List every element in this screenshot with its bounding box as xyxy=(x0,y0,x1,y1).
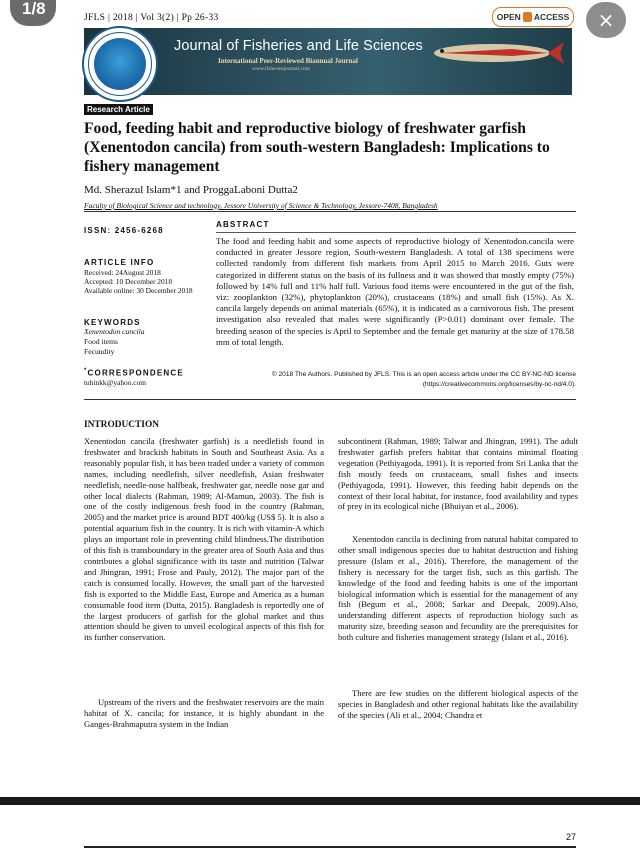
open-access-badge xyxy=(492,7,574,27)
lock-icon xyxy=(523,12,532,22)
journal-logo xyxy=(82,26,158,102)
correspondence-heading: *CORRESPONDENCE xyxy=(84,368,184,378)
open-access-right: ACCESS xyxy=(533,12,570,22)
article-authors: Md. Sherazul Islam*1 and ProggaLaboni Dutta2 xyxy=(84,184,298,196)
intro-col2-p3: There are few studies on the different biological aspects of the species in Bangladesh and other regional habitats like the availability of the species (Ali et al., 2004; Chandra et xyxy=(338,688,578,720)
globe-icon xyxy=(94,38,146,90)
author-affiliation: Faculty of Biological Science and technology, Jessore University of Science & Technology, Jessore-7408, Bangladesh xyxy=(84,201,438,210)
body-paragraph xyxy=(84,697,324,730)
online-date: Available online: 30 December 2018 xyxy=(84,286,193,295)
close-icon: × xyxy=(597,8,615,32)
intro-col1-p2: Upstream of the rivers and the freshwater reservoirs are the main habitat of X. cancila; for instance, it is highly abundant in the Ganges-Brahmaputra system in the Indian xyxy=(84,697,324,729)
journal-url: www.fisheriesjournal.com xyxy=(252,66,310,72)
body-paragraph xyxy=(338,534,578,643)
footer-rule xyxy=(84,846,576,848)
keyword-item: Xenentodon cancila xyxy=(84,327,145,336)
divider xyxy=(84,211,576,212)
divider xyxy=(216,232,576,233)
article-type-badge: Research Article xyxy=(84,104,153,115)
page-number: 27 xyxy=(566,832,577,842)
received-date: Received: 24August 2018 xyxy=(84,268,161,277)
journal-subtitle: International Peer-Reviewed Biannual Journal xyxy=(218,57,358,65)
body-paragraph xyxy=(338,436,578,512)
correspondence-label: CORRESPONDENCE xyxy=(87,368,184,378)
abstract-text: The food and feeding habit and some aspects of reproductive biology of Xenentodon.cancila were conducted in greater Jessore region, South-western Bangladesh. A total of 138 specimens were collected randomly from different fish markets from April 2015 to March 2016. Guts were categorized in different status on the basis of its fullness and it was showed that mostly empty (75%) followed by 14% full and 11% half full. Various food items were encountered in the gut of the fish, viz: zooplankton (32%), phytoplankton (20%), crustaceans (18%) and small fish (15%). As X. cancila largely depends on animal materials (65%), it is indicated as a carnivorous fish. The present investigation also revealed that males were significantly (P>0.01) dominant over female. The breeding season of the species is April to September and the female get maturity at the size of 178.58 mm of total length. xyxy=(216,236,574,347)
body-paragraph xyxy=(338,688,578,721)
intro-col2-p1: subcontinent (Rahman, 1989; Talwar and Jhingran, 1991). The adult freshwater garfish prefers habitat that contains minimal floating vegetation (Pethiyagoda, 1991). It is reported from Sri Lanka that the fish mostly feeds on crustaceans, small fishes and insects (Pethiyagoda, 1991). However, this feeding habit depends on the context of their local habitat, for instance, food availability and types of prey in its ecological niche (Bhuiyan et al., 2006). xyxy=(338,436,578,512)
keywords-list xyxy=(84,327,145,356)
article-info xyxy=(84,268,193,295)
keywords-heading: KEYWORDS xyxy=(84,318,141,327)
open-access-left: OPEN xyxy=(496,12,521,22)
copyright-notice: © 2018 The Authors. Published by JFLS. This is an open access article under the CC BY-NC-ND license (https://creativecommons.org/licenses/by-nc-nd/4.0). xyxy=(271,371,576,388)
intro-col2-p2: Xenentodon cancila is declining from natural habitat compared to other small indigenous species due to habitat destruction and fishing pressure (Islam et al., 2016). Therefore, the management of the fishery is necessary for the target fish, such as this garfish. The knowledge of the food and feeding habits is one of the important biological information which is essential for the management of any fish (Begum et al., 2008; Sarkar and Deepak, 2009).Also, understanding different aspects of reproduction biology such as maturity size, breeding season and fecundity are the prerequisites for both culture and fisheries management strategy (Islam et al., 2016). xyxy=(338,534,578,643)
article-info-heading: ARTICLE INFO xyxy=(84,258,155,267)
journal-citation: JFLS | 2018 | Vol 3(2) | Pp 26-33 xyxy=(84,13,219,23)
journal-name: Journal of Fisheries and Life Sciences xyxy=(174,38,423,54)
issn: ISSN: 2456-6268 xyxy=(84,226,164,235)
body-paragraph xyxy=(84,436,324,643)
accepted-date: Accepted: 10 December 2018 xyxy=(84,277,173,286)
introduction-heading: INTRODUCTION xyxy=(84,420,160,430)
close-button[interactable] xyxy=(586,2,626,38)
correspondence-email[interactable]: tuhinkk@yahoo.com xyxy=(84,378,147,387)
keyword-item: Fecundity xyxy=(84,346,115,356)
page-indicator: 1/8 xyxy=(10,0,56,26)
keyword-item: Food items xyxy=(84,336,118,346)
fish-icon xyxy=(420,36,565,70)
page-separator xyxy=(0,797,640,805)
divider xyxy=(84,399,576,400)
abstract-heading: ABSTRACT xyxy=(216,220,270,229)
article-title: Food, feeding habit and reproductive biology of freshwater garfish (Xenentodon cancila) from south-western Bangladesh: Implications to fishery management xyxy=(84,120,550,175)
intro-col1-p1: Xenentodon cancila (freshwater garfish) is a needlefish found in freshwater and brackish habitats in South and Southeast Asia. As a reasonably popular fish, it has been traded under a variety of common names, including needlefish, silver needlefish, Asian freshwater needlefish, needle-nose halfbeak, freshwater gar, needle nose gar and other local dialects (Rahman, 1989; Al-Mamun, 2003). The fish is one of the costly indigenous fresh food in the country (Rahman, 2005) and the market price is around BDT 400/kg (US$ 5). It is also a potential aquarium fish in the country. It is rich with vitamin-A which plays an important role in preventing child blindness.The distribution of this fish is transboundary in the greater area of South Asia and thus contributes a global significance with its taste and nutrition (Talwar and Jhingran, 1991; Frose and Pauly, 2012). The major part of the catch is consumed locally. However, the small part of the harvested fish is exported to the Middle East, Europe and America as a human consumable food item (Dutta, 2015). Bangladesh is reportedly one of the largest producers of garfish for the global market and thus attention should be given to unveil ecological aspects of this fish for its further conservation. xyxy=(84,436,324,643)
